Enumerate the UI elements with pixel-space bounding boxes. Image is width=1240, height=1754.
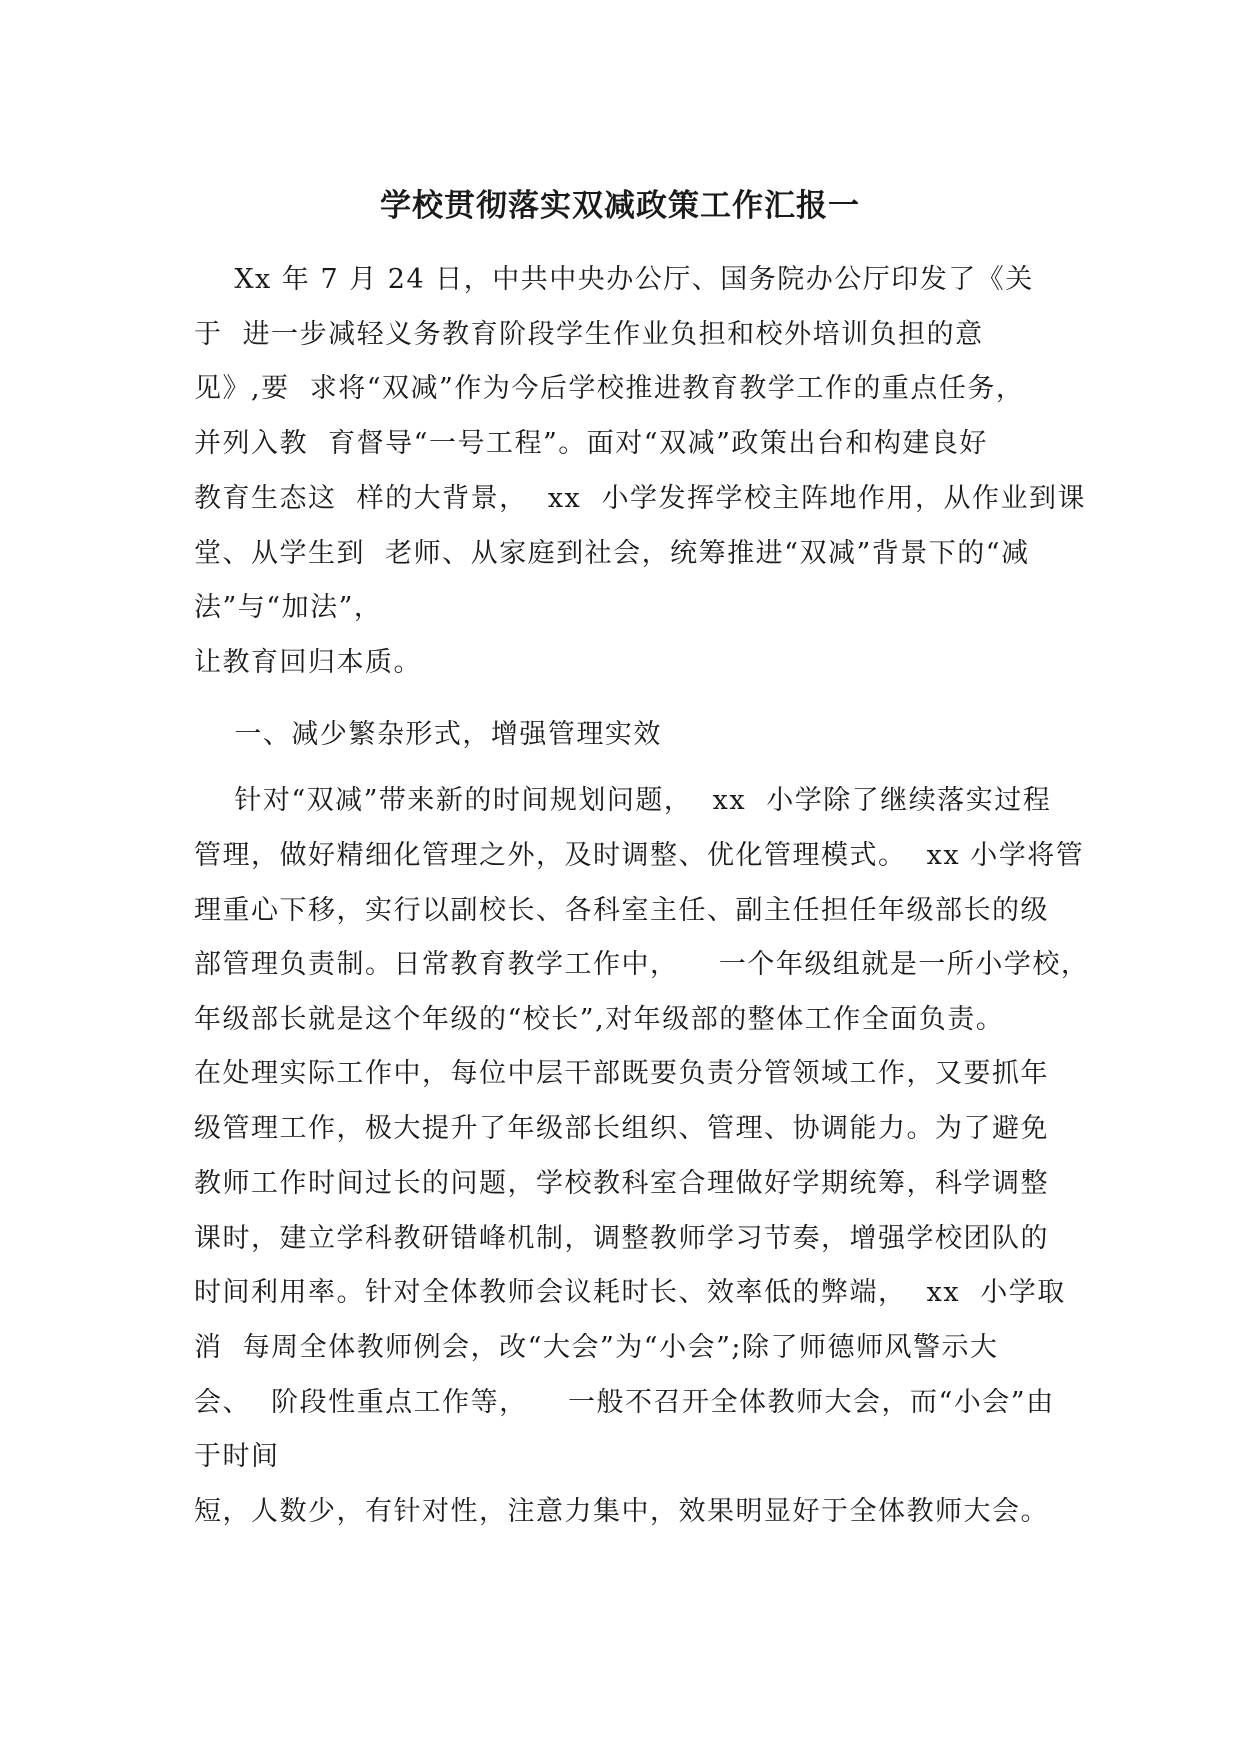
text-line: 于时间: [194, 1441, 280, 1472]
text-line: 见》,要 求将“双减”作为今后学校推进教育教学工作的重点任务，: [194, 373, 1025, 404]
text-line: 法”与“加法”，: [194, 592, 383, 623]
text-line: 部管理负责制。日常教育教学工作中， 一个年级组就是一所小学校，: [194, 949, 1090, 980]
text-line: 短，人数少，有针对性，注意力集中，效果明显好于全体教师大会。: [194, 1496, 1049, 1527]
text-line: 时间利用率。针对全体教师会议耗时长、效率低的弊端， xx 小学取: [194, 1277, 1066, 1308]
text-line: 并列入教 育督导“一号工程”。面对“双减”政策出台和构建良好: [194, 428, 988, 459]
text-line: 堂、从学生到 老师、从家庭到社会，统筹推进“双减”背景下的“减: [194, 538, 1030, 569]
text-line: 会、 阶段性重点工作等， 一般不召开全体教师大会，而“小会”由: [194, 1387, 1055, 1418]
text-line: 于 进一步减轻义务教育阶段学生作业负担和校外培训负担的意: [194, 319, 984, 350]
text-line: Xx 年 7 月 24 日，中共中央办公厅、国务院办公厅印发了《关: [194, 264, 1034, 295]
text-line: 课时，建立学科教研错峰机制，调整教师学习节奏，增强学校团队的: [194, 1223, 1049, 1254]
text-line: 针对“双减”带来新的时间规划问题， xx 小学除了继续落实过程: [194, 785, 1052, 816]
text-line: 教师工作时间过长的问题，学校教科室合理做好学期统筹，科学调整: [194, 1168, 1049, 1199]
text-line: 级管理工作，极大提升了年级部长组织、管理、协调能力。为了避免: [194, 1113, 1049, 1144]
text-line: 年级部长就是这个年级的“校长”,对年级部的整体工作全面负责。: [194, 1004, 1005, 1035]
document-title: 学校贯彻落实双减政策工作汇报一: [380, 188, 860, 224]
text-line: 消 每周全体教师例会，改“大会”为“小会”;除了师德师风警示大: [194, 1332, 999, 1363]
text-line: 教育生态这 样的大背景， xx 小学发挥学校主阵地作用，从作业到课: [194, 483, 1086, 514]
text-line: 让教育回归本质。: [194, 647, 422, 678]
text-line: 管理，做好精细化管理之外，及时调整、优化管理模式。 xx 小学将管: [194, 840, 1085, 871]
text-line: 在处理实际工作中，每位中层干部既要负责分管领域工作，又要抓年: [194, 1058, 1049, 1089]
section-heading: 一、减少繁杂形式，增强管理实效: [194, 719, 662, 750]
text-line: 理重心下移，实行以副校长、各科室主任、副主任担任年级部长的级: [194, 895, 1049, 926]
